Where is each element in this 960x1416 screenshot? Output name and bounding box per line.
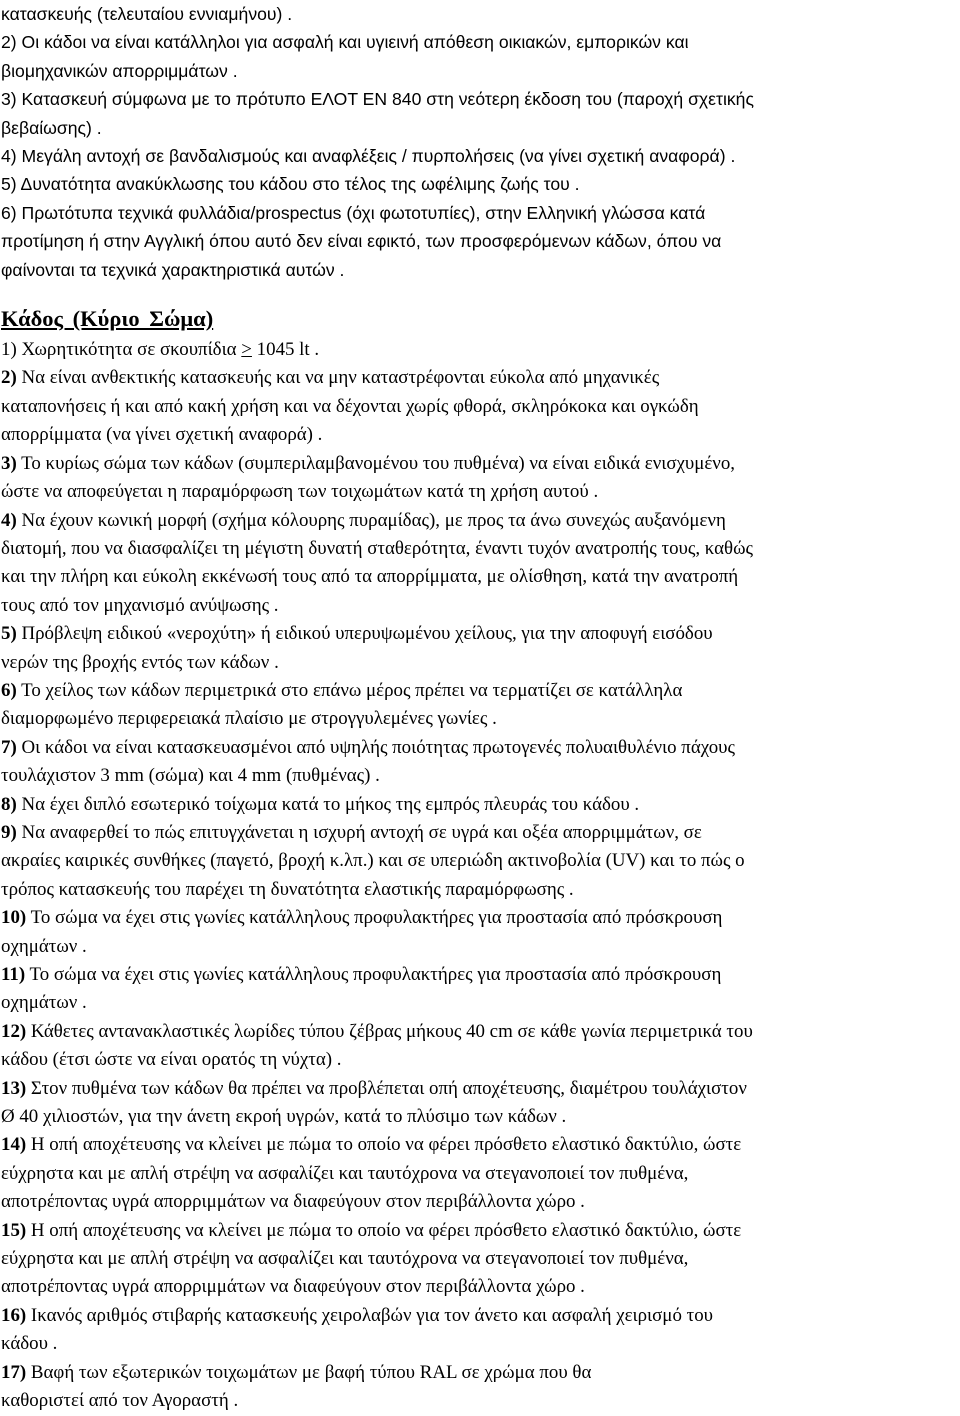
item-number: 11)	[1, 964, 26, 985]
item-text: Το χείλος των κάδων περιμετρικά στο επάνω μέρος πρέπει να τερματίζει σε κατάλληλα	[21, 679, 683, 701]
item-number: 2)	[1, 367, 17, 389]
spec-item	[1, 1302, 954, 1330]
item-text: αποτρέποντας υγρά απορριμμάτων να διαφεύγουν στον περιβάλλοντα χώρο .	[1, 1191, 585, 1213]
spec-item-cont	[1, 535, 954, 563]
intro-item-4: 4) Μεγάλη αντοχή σε βανδαλισμούς και αναφλέξεις / πυρπολήσεις (να γίνει σχετική αναφορά) .	[1, 146, 736, 167]
item-number: 4)	[1, 509, 17, 531]
spec-item	[1, 1075, 954, 1103]
item-number: 6)	[1, 679, 17, 701]
item-text: Στον πυθμένα των κάδων θα πρέπει να προβλέπεται οπή αποχέτευσης, διαμέτρου τουλάχιστον	[30, 1077, 747, 1099]
spec-item-cont	[1, 876, 954, 904]
spec-item-cont	[1, 1245, 954, 1273]
item-text: κάδου .	[1, 1333, 58, 1355]
item-text: Το κυρίως σώμα των κάδων (συμπεριλαμβανομένου του πυθμένα) να είναι ειδικά ενισχυμένο,	[21, 452, 736, 474]
item-text: Η οπή αποχέτευσης να κλείνει με πώμα το οποίο να φέρει πρόσθετο ελαστικό δακτύλιο, ώστε	[30, 1134, 742, 1156]
capacity-item	[1, 336, 954, 364]
intro-item-6: 6) Πρωτότυπα τεχνικά φυλλάδια/prospectus (όχι φωτοτυπίες), στην Ελληνική γλώσσα κατά	[1, 202, 706, 223]
item-text: Το σώμα να έχει στις γωνίες κατάλληλους προφυλακτήρες για προστασία από πρόσκρουση	[30, 907, 723, 929]
spec-item-cont	[1, 847, 954, 875]
item-text: τουλάχιστον 3 mm (σώμα) και 4 mm (πυθμένας) .	[1, 765, 380, 787]
item-text: διαμορφωμένο περιφερειακά πλαίσιο με στρογγυλεμένες γωνίες .	[1, 708, 497, 730]
item-number: 16)	[1, 1304, 27, 1326]
item-text: Να έχει διπλό εσωτερικό τοίχωμα κατά το μήκος της εμπρός πλευράς του κάδου .	[21, 793, 640, 815]
item-number: 9)	[1, 821, 17, 843]
intro-line: κατασκευής (τελευταίου εννιαμήνου) .	[1, 4, 293, 24]
item-text: Κάθετες αντανακλαστικές λωρίδες τύπου ζέβρας μήκους 40 cm σε κάθε γωνία περιμετρικά του	[30, 1020, 753, 1042]
item-text: εύχρηστα και με απλή στρέψη να ασφαλίζει και ταυτόχρονα να στεγανοποιεί τον πυθμένα,	[1, 1162, 689, 1184]
item-text: και την πλήρη και εύκολη εκκένωσή τους από τα απορρίμματα, με ολίσθηση, κατά την ανατροπή	[1, 566, 739, 588]
spec-item	[1, 1217, 954, 1245]
intro-item-2-cont: βιομηχανικών απορριμμάτων .	[1, 60, 238, 81]
spec-item-cont	[1, 705, 954, 733]
item-text: Ø 40 χιλιοστών, για την άνετη εκροή υγρών, κατά το πλύσιμο των κάδων .	[1, 1106, 567, 1128]
item-number: 7)	[1, 736, 17, 758]
item-text: τρόπος κατασκευής του παρέχει τη δυνατότητα ελαστικής παραμόρφωσης .	[1, 878, 574, 900]
spec-item	[1, 450, 954, 478]
spec-item	[1, 1018, 954, 1046]
spec-item	[1, 819, 954, 847]
spec-item-cont	[1, 592, 954, 620]
spec-item-cont	[1, 563, 954, 591]
item-text: Να είναι ανθεκτικής κατασκευής και να μην καταστρέφονται εύκολα από μηχανικές	[21, 367, 660, 389]
spec-item-cont	[1, 649, 954, 677]
spec-item-cont	[1, 1273, 954, 1301]
spec-item-cont	[1, 762, 954, 790]
intro-item-3-cont: βεβαίωσης) .	[1, 117, 102, 138]
spec-item	[1, 1359, 954, 1387]
item-text: ακραίες καιρικές συνθήκες (παγετό, βροχή κ.λπ.) και σε υπεριώδη ακτινοβολία (UV) και το πώς ο	[1, 850, 745, 872]
spec-item-cont	[1, 1046, 954, 1074]
section-heading: Κάδος (Κύριο Σώμα)	[1, 306, 214, 332]
intro-item-2: 2) Οι κάδοι να είναι κατάλληλοι για ασφαλή και υγιεινή απόθεση οικιακών, εμπορικών και	[1, 32, 689, 53]
spec-item-cont	[1, 1188, 954, 1216]
spec-item	[1, 364, 954, 392]
item-text: οχημάτων .	[1, 935, 87, 957]
spec-item	[1, 961, 954, 989]
item-text: καταπονήσεις ή και από κακή χρήση και να δέχονται χωρίς φθορά, σκληρόκοκα και ογκώδη	[1, 395, 699, 417]
greater-equal-symbol: >	[241, 339, 252, 361]
capacity-value: 1045 lt .	[251, 339, 320, 361]
spec-item-cont	[1, 421, 954, 449]
item-text: ώστε να αποφεύγεται η παραμόρφωση των τοιχωμάτων κατά τη χρήση αυτού .	[1, 481, 599, 503]
spec-item-cont	[1, 1103, 954, 1131]
spec-item	[1, 904, 954, 932]
spec-items	[1, 364, 954, 1415]
item-text: εύχρηστα και με απλή στρέψη να ασφαλίζει και ταυτόχρονα να στεγανοποιεί τον πυθμένα,	[1, 1248, 689, 1270]
spec-item-cont	[1, 989, 954, 1017]
item-text: νερών της βροχής εντός των κάδων .	[1, 651, 279, 673]
spec-item-cont	[1, 478, 954, 506]
item-text: Βαφή των εξωτερικών τοιχωμάτων με βαφή τύπου RAL σε χρώμα που θα	[30, 1361, 592, 1383]
spec-item-cont	[1, 393, 954, 421]
item-text: Να έχουν κωνική μορφή (σχήμα κόλουρης πυραμίδας), με προς τα άνω συνεχώς αυξανόμενη	[21, 509, 726, 531]
spec-item	[1, 791, 954, 819]
intro-item-3: 3) Κατασκευή σύμφωνα με το πρότυπο ΕΛΟΤ ΕΝ 840 στη νεότερη έκδοση του (παροχή σχετικής	[1, 89, 754, 110]
item-text: οχημάτων .	[1, 992, 87, 1014]
item-text: τους από τον μηχανισμό ανύψωσης .	[1, 594, 279, 616]
item-text: Να αναφερθεί το πώς επιτυγχάνεται η ισχυρή αντοχή σε υγρά και οξέα απορριμμάτων, σε	[21, 821, 702, 843]
item-text: Το σώμα να έχει στις γωνίες κατάλληλους προφυλακτήρες για προστασία από πρόσκρουση	[29, 964, 722, 985]
item-number: 12)	[1, 1020, 27, 1042]
item-text: απορρίμματα (να γίνει σχετική αναφορά) .	[1, 424, 323, 446]
item-number: 17)	[1, 1361, 27, 1383]
spec-item-cont	[1, 1330, 954, 1358]
item-text: Οι κάδοι να είναι κατασκευασμένοι από υψηλής ποιότητας πρωτογενές πολυαιθυλένιο πάχους	[21, 736, 735, 758]
item-number: 8)	[1, 793, 17, 815]
spec-item	[1, 620, 954, 648]
spec-item	[1, 1131, 954, 1159]
item-number: 5)	[1, 623, 17, 645]
item-number: 15)	[1, 1219, 27, 1241]
intro-item-6-cont: φαίνονται τα τεχνικά χαρακτηριστικά αυτών .	[1, 259, 345, 280]
item-text: Ικανός αριθμός στιβαρής κατασκευής χειρολαβών για τον άνετο και ασφαλή χειρισμό του	[30, 1304, 713, 1326]
capacity-label: 1) Χωρητικότητα σε σκουπίδια	[1, 339, 242, 361]
spec-item-cont	[1, 1387, 954, 1415]
item-number: 3)	[1, 452, 17, 474]
item-text: κάδου (έτσι ώστε να είναι ορατός τη νύχτα) .	[1, 1049, 342, 1071]
spec-list	[1, 336, 954, 1415]
intro-item-6-cont: προτίμηση ή στην Αγγλική όπου αυτό δεν είναι εφικτό, των προσφερόμενων κάδων, όπου να	[1, 231, 722, 252]
item-text: καθοριστεί από τον Αγοραστή .	[1, 1390, 239, 1412]
spec-item	[1, 677, 954, 705]
spec-item	[1, 734, 954, 762]
intro-item-5: 5) Δυνατότητα ανακύκλωσης του κάδου στο τέλος της ωφέλιμης ζωής του .	[1, 174, 580, 195]
item-number: 13)	[1, 1077, 27, 1099]
spec-item	[1, 507, 954, 535]
item-text: διατομή, που να διασφαλίζει τη μέγιστη δυνατή σταθερότητα, έναντι τυχόν ανατροπής τους, καθώς	[1, 537, 754, 559]
item-text: Πρόβλεψη ειδικού «νεροχύτη» ή ειδικού υπερυψωμένου χείλους, για την αποφυγή εισόδου	[21, 623, 713, 645]
item-number: 10)	[1, 907, 27, 929]
intro-section	[1, 0, 954, 284]
item-text: Η οπή αποχέτευσης να κλείνει με πώμα το οποίο να φέρει πρόσθετο ελαστικό δακτύλιο, ώστε	[30, 1219, 742, 1241]
item-text: αποτρέποντας υγρά απορριμμάτων να διαφεύγουν στον περιβάλλοντα χώρο .	[1, 1276, 585, 1298]
item-number: 14)	[1, 1134, 27, 1156]
spec-item-cont	[1, 1160, 954, 1188]
spec-item-cont	[1, 933, 954, 961]
